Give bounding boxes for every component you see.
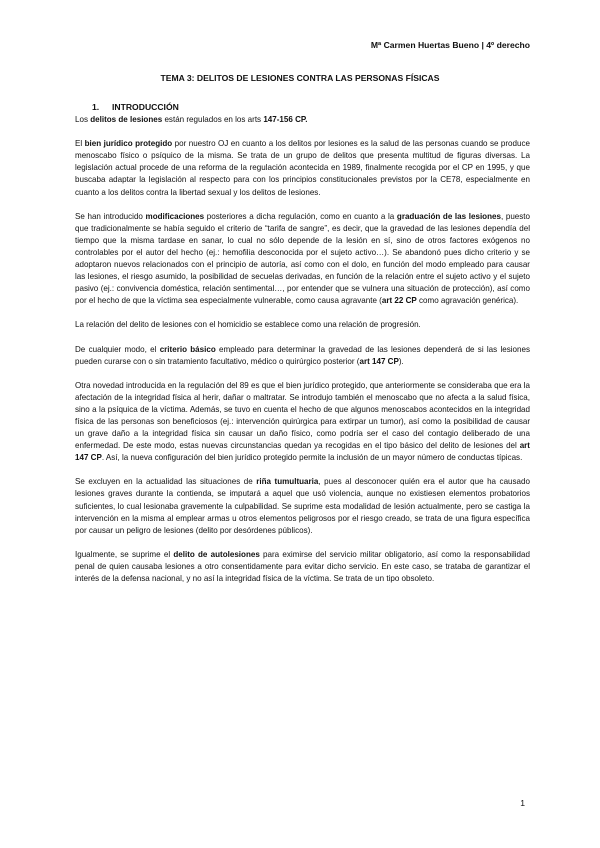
paragraph-2: El bien jurídico protegido por nuestro OJ en cuanto a los delitos por lesiones es la salud de las personas cuando se produce menoscabo físico o psíquico de la misma. Se trata de un grupo de delitos que presenta multitud de figuras diversas. La legislación actual procede de una reforma de la regulación acontecida en 1989, finalmente recogida por el CP en 1995, y que buscaba adaptar la legislación al respecto para con los principios constitucionales previstos por la CE78, especialmente en cuanto a los delitos contra la libertad sexual y los delitos de lesiones. [75,139,530,197]
paragraph-3: Se han introducido modificaciones posteriores a dicha regulación, como en cuanto a la graduación de las lesiones, puesto que tradicionalmente se había seguido el criterio de “tarifa de sangre”, es decir, que la gravedad de las lesiones dependía del tiempo que la misma tardase en sanar, lo cual no sólo depende de la lesión en sí, sino de otros factores exógenos no controlables por el autor del hecho (ej.: hemofilia desconocida por el sujeto activo…). Se abandonó pues dicho criterio y se adoptaron nuevos relacionados con el principio de autoría, así como con el dolo, en función del modo empleado para causar las lesiones, el riesgo asumido, la posibilidad de secuelas derivadas, en función de la relación entre el sujeto activo y el sujeto pasivo (ej.: convivencia doméstica, relación sentimental…, por entender que se vulnera una situación de protección), así como por el hecho de que la víctima sea especialmente vulnerable, como causa agravante (art 22 CP como agravación genérica). [75,211,530,306]
paragraph-5: De cualquier modo, el criterio básico empleado para determinar la gravedad de las lesiones dependerá de si las lesiones pueden curarse con o sin tratamiento facultativo, médico o quirúrgico posterior (art 147 CP). [75,344,530,366]
paragraph-7: Se excluyen en la actualidad las situaciones de riña tumultuaria, pues al desconocer quién era el autor que ha causado lesiones graves durante la contienda, se imputará a aquel que usó violencia, aunque no existiesen elementos probatorios suficientes, lo cual lesionaba gravemente la culpabilidad. Se suprime esta modalidad de lesión actualmente, pero se castiga la intervención en la misma al emplear armas u otros elementos peligrosos por el riesgo creado, se trata de una figura específica por causar un peligro de lesiones (delito por desórdenes públicos). [75,477,530,535]
document-body [75,101,530,585]
paragraph-4: La relación del delito de lesiones con el homicidio se establece como una relación de progresión. [75,320,421,330]
page-number: 1 [520,798,525,808]
section-heading [92,101,530,113]
document-title: TEMA 3: DELITOS DE LESIONES CONTRA LAS PERSONAS FÍSICAS [160,73,440,83]
paragraph-6: Otra novedad introducida en la regulación del 89 es que el bien jurídico protegido, que anteriormente se consideraba que era la afectación de la integridad física al herir, dañar o maltratar. Se introdujo también el menoscabo que no afecta a la salud física, sino a la psíquica de la víctima. Además, se tuvo en cuenta el hecho de que algunos menoscabos acontecidos en la integridad física de las personas son beneficiosos (ej.: intervención quirúrgica para extirpar un tumor), así como la posibilidad de causar un grave daño a la integridad física sin causar un daño físico, como podría ser el caso del contagio deliberado de una enfermedad. De este modo, estas nuevas circunstancias quedan ya recogidas en el tipo básico del delito de lesiones del art 147 CP. Así, la nueva configuración del bien jurídico protegido permite la inclusión de un mayor número de conductas típicas. [75,380,530,463]
section-label: INTRODUCCIÓN [112,102,179,112]
page-header: Mª Carmen Huertas Bueno | 4º derecho [370,40,530,50]
paragraph-1: Los delitos de lesiones están regulados en los arts 147-156 CP. [75,115,308,125]
section-number: 1. [92,102,100,112]
paragraph-8: Igualmente, se suprime el delito de autolesiones para eximirse del servicio militar obligatorio, así como la responsabilidad penal de quien causaba lesiones a otro consentidamente para evitar dicho servicio. En este caso, se trataba de garantizar el interés de la defensa nacional, y no así la integridad física de la víctima. Se trata de un tipo obsoleto. [75,549,530,583]
